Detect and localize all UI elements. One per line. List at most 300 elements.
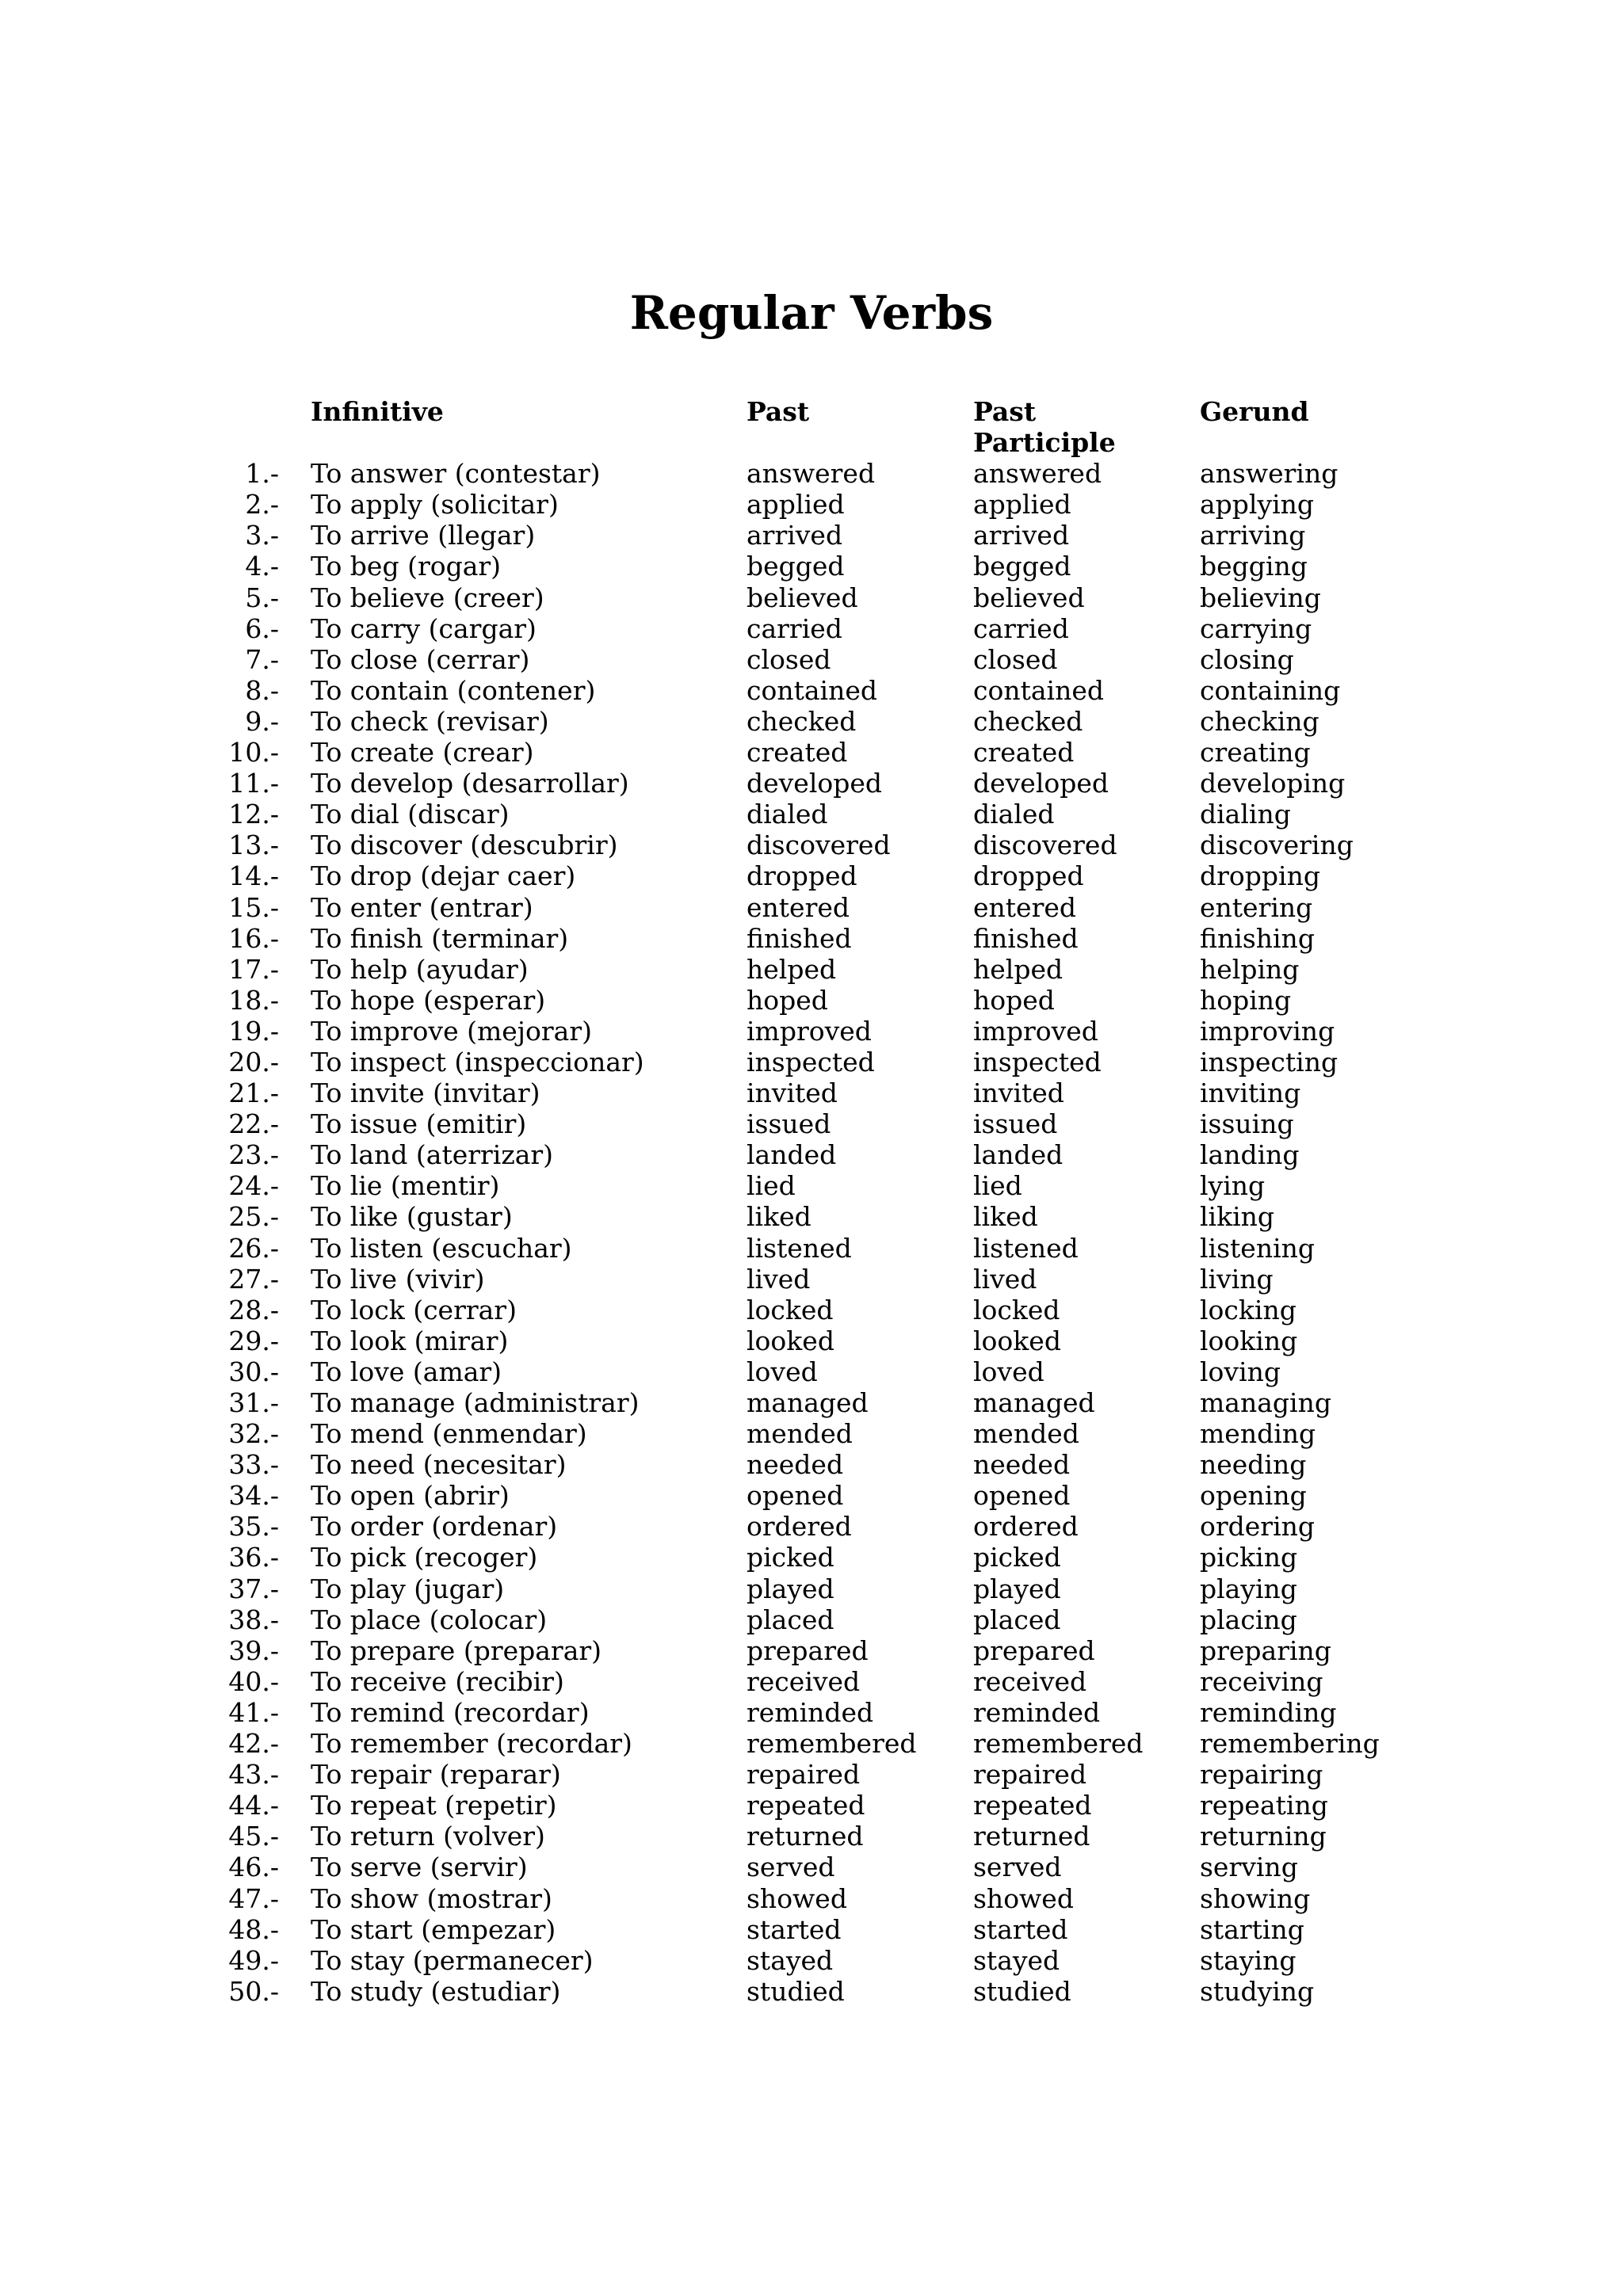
row-number: 25.- <box>228 1201 279 1233</box>
past-cell: repaired <box>747 1759 861 1791</box>
past-participle-cell: begged <box>973 551 1071 582</box>
past-cell: placed <box>747 1604 834 1635</box>
gerund-cell: ordering <box>1200 1511 1316 1543</box>
past-cell: begged <box>747 551 845 582</box>
past-cell: showed <box>747 1882 847 1914</box>
row-number: 11.- <box>228 768 279 799</box>
infinitive-cell: To close (cerrar) <box>311 643 530 675</box>
gerund-cell: living <box>1200 1263 1274 1295</box>
table-row <box>0 1542 1395 1573</box>
past-participle-cell: helped <box>973 953 1064 985</box>
gerund-cell: checking <box>1200 705 1319 737</box>
table-row <box>0 613 1395 644</box>
gerund-cell: returning <box>1200 1821 1327 1852</box>
table-row <box>0 1945 1395 1976</box>
table-row <box>0 644 1395 675</box>
infinitive-cell: To carry (cargar) <box>311 612 537 644</box>
table-row <box>0 1418 1395 1449</box>
gerund-cell: repairing <box>1200 1759 1323 1791</box>
past-participle-cell: dialed <box>973 799 1055 830</box>
past-participle-cell: repeated <box>973 1790 1092 1821</box>
infinitive-cell: To help (ayudar) <box>311 953 529 985</box>
past-cell: answered <box>747 458 876 490</box>
past-participle-cell: carried <box>973 612 1069 644</box>
table-row <box>0 1697 1395 1728</box>
table-row <box>0 1604 1395 1635</box>
past-participle-cell: landed <box>973 1139 1064 1171</box>
infinitive-cell: To lock (cerrar) <box>311 1294 517 1325</box>
past-participle-cell: opened <box>973 1480 1071 1512</box>
past-cell: started <box>747 1913 842 1945</box>
infinitive-cell: To pick (recoger) <box>311 1542 538 1573</box>
past-participle-cell: discovered <box>973 830 1117 861</box>
infinitive-cell: To believe (creer) <box>311 582 544 613</box>
header-past-participle-line1: Past <box>973 396 1037 427</box>
row-number: 30.- <box>228 1356 279 1387</box>
row-number: 27.- <box>228 1263 279 1295</box>
table-row <box>0 1635 1395 1666</box>
past-cell: checked <box>747 705 857 737</box>
table-row <box>0 985 1395 1016</box>
past-cell: mended <box>747 1418 853 1450</box>
table-row <box>0 830 1395 860</box>
row-number: 10.- <box>228 737 279 769</box>
verb-table <box>0 396 1395 2007</box>
past-cell: repeated <box>747 1790 865 1821</box>
past-participle-cell: entered <box>973 891 1077 923</box>
table-row <box>0 1914 1395 1945</box>
gerund-cell: begging <box>1200 551 1308 582</box>
infinitive-cell: To open (abrir) <box>311 1480 510 1512</box>
header-row <box>0 396 1395 458</box>
gerund-cell: issuing <box>1200 1108 1294 1140</box>
past-participle-cell: loved <box>973 1356 1044 1387</box>
row-number: 39.- <box>228 1634 279 1666</box>
table-row <box>0 1295 1395 1325</box>
row-number: 18.- <box>228 984 279 1016</box>
row-number: 12.- <box>228 799 279 830</box>
past-cell: created <box>747 737 848 769</box>
past-participle-cell: picked <box>973 1542 1061 1573</box>
table-row <box>0 1077 1395 1108</box>
table-row <box>0 1325 1395 1356</box>
row-number: 14.- <box>228 860 279 892</box>
table-row <box>0 1449 1395 1480</box>
row-number: 40.- <box>228 1665 279 1697</box>
gerund-cell: dialing <box>1200 799 1291 830</box>
table-row <box>0 1047 1395 1077</box>
table-row <box>0 860 1395 891</box>
past-cell: applied <box>747 489 845 521</box>
table-row <box>0 1976 1395 2007</box>
table-row <box>0 954 1395 985</box>
table-header <box>0 396 1395 458</box>
past-cell: looked <box>747 1325 834 1356</box>
table-row <box>0 1170 1395 1201</box>
table-row <box>0 520 1395 551</box>
infinitive-cell: To play (jugar) <box>311 1573 505 1604</box>
row-number: 13.- <box>228 830 279 861</box>
gerund-cell: locking <box>1200 1294 1296 1325</box>
infinitive-cell: To dial (discar) <box>311 799 510 830</box>
past-participle-cell: checked <box>973 705 1083 737</box>
past-participle-cell: repaired <box>973 1759 1087 1791</box>
infinitive-cell: To lie (mentir) <box>311 1170 500 1202</box>
gerund-cell: developing <box>1200 768 1346 799</box>
past-cell: developed <box>747 768 883 799</box>
gerund-cell: showing <box>1200 1882 1311 1914</box>
row-number: 15.- <box>228 891 279 923</box>
past-participle-cell: returned <box>973 1821 1090 1852</box>
infinitive-cell: To apply (solicitar) <box>311 489 559 521</box>
gerund-cell: finishing <box>1200 922 1315 954</box>
past-cell: remembered <box>747 1728 917 1760</box>
gerund-cell: entering <box>1200 891 1313 923</box>
past-participle-cell: invited <box>973 1077 1064 1109</box>
row-number: 41.- <box>228 1696 279 1728</box>
gerund-cell: inspecting <box>1200 1046 1338 1077</box>
row-number: 33.- <box>228 1449 279 1481</box>
infinitive-cell: To check (revisar) <box>311 705 549 737</box>
past-participle-cell: reminded <box>973 1696 1101 1728</box>
gerund-cell: opening <box>1200 1480 1307 1512</box>
gerund-cell: starting <box>1200 1913 1304 1945</box>
past-cell: entered <box>747 891 850 923</box>
past-cell: served <box>747 1852 835 1883</box>
gerund-cell: arriving <box>1200 520 1306 551</box>
past-participle-cell: served <box>973 1852 1062 1883</box>
infinitive-cell: To like (gustar) <box>311 1201 513 1233</box>
table-row <box>0 1883 1395 1914</box>
table-row <box>0 1264 1395 1295</box>
gerund-cell: preparing <box>1200 1634 1331 1666</box>
table-row <box>0 923 1395 954</box>
header-number <box>0 396 311 458</box>
row-number: 9.- <box>245 705 279 737</box>
row-number: 19.- <box>228 1015 279 1047</box>
row-number: 2.- <box>245 489 279 521</box>
gerund-cell: managing <box>1200 1387 1331 1418</box>
infinitive-cell: To manage (administrar) <box>311 1387 640 1418</box>
infinitive-cell: To remind (recordar) <box>311 1696 590 1728</box>
infinitive-cell: To inspect (inspeccionar) <box>311 1046 644 1077</box>
past-participle-cell: contained <box>973 674 1104 706</box>
row-number: 8.- <box>245 674 279 706</box>
gerund-cell: dropping <box>1200 860 1320 892</box>
gerund-cell: staying <box>1200 1944 1296 1976</box>
gerund-cell: answering <box>1200 458 1338 490</box>
gerund-cell: lying <box>1200 1170 1266 1202</box>
header-gerund: Gerund <box>1200 396 1309 427</box>
past-participle-cell: finished <box>973 922 1079 954</box>
past-participle-cell: prepared <box>973 1634 1095 1666</box>
infinitive-cell: To remember (recordar) <box>311 1728 632 1760</box>
gerund-cell: inviting <box>1200 1077 1301 1109</box>
past-cell: listened <box>747 1232 852 1264</box>
row-number: 44.- <box>228 1790 279 1821</box>
row-number: 50.- <box>228 1975 279 2007</box>
table-row <box>0 1387 1395 1418</box>
table-row <box>0 737 1395 768</box>
infinitive-cell: To prepare (preparar) <box>311 1634 602 1666</box>
infinitive-cell: To stay (permanecer) <box>311 1944 594 1976</box>
infinitive-cell: To arrive (llegar) <box>311 520 536 551</box>
infinitive-cell: To look (mirar) <box>311 1325 509 1356</box>
past-cell: carried <box>747 612 842 644</box>
row-number: 32.- <box>228 1418 279 1450</box>
past-participle-cell: issued <box>973 1108 1058 1140</box>
row-number: 23.- <box>228 1139 279 1171</box>
header-past: Past <box>747 396 810 427</box>
row-number: 29.- <box>228 1325 279 1356</box>
infinitive-cell: To receive (recibir) <box>311 1665 564 1697</box>
past-participle-cell: studied <box>973 1975 1071 2007</box>
past-participle-cell: listened <box>973 1232 1079 1264</box>
past-cell: inspected <box>747 1046 875 1077</box>
table-row <box>0 551 1395 582</box>
past-cell: received <box>747 1665 861 1697</box>
past-participle-cell: lied <box>973 1170 1022 1202</box>
gerund-cell: liking <box>1200 1201 1275 1233</box>
past-cell: needed <box>747 1449 844 1481</box>
row-number: 36.- <box>228 1542 279 1573</box>
header-infinitive: Infinitive <box>311 396 444 427</box>
infinitive-cell: To show (mostrar) <box>311 1882 552 1914</box>
table-row <box>0 1201 1395 1232</box>
past-participle-cell: played <box>973 1573 1061 1604</box>
row-number: 17.- <box>228 953 279 985</box>
row-number: 31.- <box>228 1387 279 1418</box>
row-number: 37.- <box>228 1573 279 1604</box>
row-number: 5.- <box>245 582 279 613</box>
row-number: 4.- <box>245 551 279 582</box>
row-number: 43.- <box>228 1759 279 1791</box>
past-participle-cell: developed <box>973 768 1109 799</box>
past-cell: picked <box>747 1542 834 1573</box>
gerund-cell: helping <box>1200 953 1300 985</box>
table-row <box>0 1016 1395 1047</box>
past-cell: lived <box>747 1263 811 1295</box>
table-row <box>0 1728 1395 1759</box>
past-cell: discovered <box>747 830 891 861</box>
past-participle-cell: received <box>973 1665 1087 1697</box>
table-row <box>0 675 1395 706</box>
table-row <box>0 1666 1395 1697</box>
row-number: 42.- <box>228 1728 279 1760</box>
past-participle-cell: improved <box>973 1015 1098 1047</box>
infinitive-cell: To order (ordenar) <box>311 1511 558 1543</box>
gerund-cell: listening <box>1200 1232 1316 1264</box>
table-row <box>0 1480 1395 1511</box>
past-cell: managed <box>747 1387 869 1418</box>
past-cell: returned <box>747 1821 864 1852</box>
infinitive-cell: To repeat (repetir) <box>311 1790 557 1821</box>
past-participle-cell: closed <box>973 643 1058 675</box>
table-row <box>0 489 1395 520</box>
past-participle-cell: hoped <box>973 984 1055 1016</box>
infinitive-cell: To serve (servir) <box>311 1852 528 1883</box>
past-participle-cell: applied <box>973 489 1071 521</box>
row-number: 16.- <box>228 922 279 954</box>
table-row <box>0 892 1395 923</box>
gerund-cell: studying <box>1200 1975 1315 2007</box>
header-past-participle-line2: Participle <box>973 427 1116 459</box>
row-number: 26.- <box>228 1232 279 1264</box>
table-row <box>0 706 1395 737</box>
gerund-cell: receiving <box>1200 1665 1323 1697</box>
past-participle-cell: looked <box>973 1325 1061 1356</box>
past-participle-cell: created <box>973 737 1075 769</box>
infinitive-cell: To return (volver) <box>311 1821 545 1852</box>
table-row <box>0 1356 1395 1387</box>
gerund-cell: hoping <box>1200 984 1292 1016</box>
infinitive-cell: To create (crear) <box>311 737 534 769</box>
infinitive-cell: To improve (mejorar) <box>311 1015 592 1047</box>
gerund-cell: believing <box>1200 582 1321 613</box>
gerund-cell: closing <box>1200 643 1294 675</box>
past-participle-cell: stayed <box>973 1944 1060 1976</box>
past-cell: played <box>747 1573 834 1604</box>
table-row <box>0 1759 1395 1790</box>
gerund-cell: repeating <box>1200 1790 1328 1821</box>
infinitive-cell: To develop (desarrollar) <box>311 768 629 799</box>
infinitive-cell: To love (amar) <box>311 1356 502 1387</box>
past-participle-cell: liked <box>973 1201 1038 1233</box>
past-cell: locked <box>747 1294 834 1325</box>
infinitive-cell: To answer (contestar) <box>311 458 601 490</box>
past-cell: prepared <box>747 1634 869 1666</box>
past-participle-cell: believed <box>973 582 1085 613</box>
gerund-cell: remembering <box>1200 1728 1380 1760</box>
infinitive-cell: To enter (entrar) <box>311 891 533 923</box>
infinitive-cell: To hope (esperar) <box>311 984 546 1016</box>
past-cell: issued <box>747 1108 831 1140</box>
gerund-cell: creating <box>1200 737 1311 769</box>
past-participle-cell: needed <box>973 1449 1071 1481</box>
past-participle-cell: answered <box>973 458 1102 490</box>
gerund-cell: looking <box>1200 1325 1298 1356</box>
gerund-cell: containing <box>1200 674 1341 706</box>
infinitive-cell: To beg (rogar) <box>311 551 502 582</box>
gerund-cell: needing <box>1200 1449 1307 1481</box>
infinitive-cell: To need (necesitar) <box>311 1449 567 1481</box>
gerund-cell: carrying <box>1200 612 1312 644</box>
past-cell: studied <box>747 1975 845 2007</box>
table-row <box>0 1790 1395 1821</box>
gerund-cell: improving <box>1200 1015 1335 1047</box>
past-cell: lied <box>747 1170 796 1202</box>
gerund-cell: placing <box>1200 1604 1297 1635</box>
past-cell: stayed <box>747 1944 834 1976</box>
table-row <box>0 1108 1395 1139</box>
row-number: 38.- <box>228 1604 279 1635</box>
table-row <box>0 458 1395 489</box>
row-number: 28.- <box>228 1294 279 1325</box>
past-cell: loved <box>747 1356 818 1387</box>
past-participle-cell: placed <box>973 1604 1061 1635</box>
past-participle-cell: managed <box>973 1387 1095 1418</box>
gerund-cell: playing <box>1200 1573 1297 1604</box>
past-participle-cell: dropped <box>973 860 1084 892</box>
past-cell: improved <box>747 1015 872 1047</box>
row-number: 47.- <box>228 1882 279 1914</box>
past-participle-cell: remembered <box>973 1728 1144 1760</box>
gerund-cell: serving <box>1200 1852 1298 1883</box>
row-number: 35.- <box>228 1511 279 1543</box>
infinitive-cell: To study (estudiar) <box>311 1975 561 2007</box>
past-cell: reminded <box>747 1696 874 1728</box>
gerund-cell: loving <box>1200 1356 1281 1387</box>
infinitive-cell: To drop (dejar caer) <box>311 860 576 892</box>
header-past-participle <box>973 396 1200 458</box>
past-cell: believed <box>747 582 858 613</box>
past-cell: contained <box>747 674 877 706</box>
infinitive-cell: To place (colocar) <box>311 1604 548 1635</box>
table-row <box>0 1511 1395 1542</box>
row-number: 6.- <box>245 612 279 644</box>
row-number: 3.- <box>245 520 279 551</box>
infinitive-cell: To live (vivir) <box>311 1263 485 1295</box>
table-row <box>0 1852 1395 1882</box>
gerund-cell: picking <box>1200 1542 1298 1573</box>
past-cell: landed <box>747 1139 837 1171</box>
table-row <box>0 582 1395 613</box>
infinitive-cell: To contain (contener) <box>311 674 596 706</box>
table-row <box>0 1139 1395 1170</box>
gerund-cell: landing <box>1200 1139 1300 1171</box>
row-number: 21.- <box>228 1077 279 1109</box>
infinitive-cell: To finish (terminar) <box>311 922 569 954</box>
past-cell: closed <box>747 643 831 675</box>
row-number: 45.- <box>228 1821 279 1852</box>
infinitive-cell: To issue (emitir) <box>311 1108 527 1140</box>
row-number: 22.- <box>228 1108 279 1140</box>
past-cell: ordered <box>747 1511 852 1543</box>
infinitive-cell: To repair (reparar) <box>311 1759 561 1791</box>
past-participle-cell: started <box>973 1913 1068 1945</box>
past-participle-cell: mended <box>973 1418 1079 1450</box>
infinitive-cell: To listen (escuchar) <box>311 1232 572 1264</box>
gerund-cell: mending <box>1200 1418 1316 1450</box>
row-number: 24.- <box>228 1170 279 1202</box>
row-number: 7.- <box>245 643 279 675</box>
table-row <box>0 799 1395 830</box>
infinitive-cell: To invite (invitar) <box>311 1077 540 1109</box>
infinitive-cell: To land (aterrizar) <box>311 1139 554 1171</box>
table-body <box>0 458 1395 2007</box>
table-row <box>0 1821 1395 1852</box>
row-number: 48.- <box>228 1913 279 1945</box>
past-participle-cell: locked <box>973 1294 1060 1325</box>
past-cell: finished <box>747 922 852 954</box>
past-cell: dropped <box>747 860 857 892</box>
row-number: 46.- <box>228 1852 279 1883</box>
past-cell: invited <box>747 1077 838 1109</box>
infinitive-cell: To start (empezar) <box>311 1913 556 1945</box>
table-row <box>0 768 1395 799</box>
gerund-cell: reminding <box>1200 1696 1337 1728</box>
table-row <box>0 1573 1395 1604</box>
row-number: 20.- <box>228 1046 279 1077</box>
past-participle-cell: ordered <box>973 1511 1079 1543</box>
past-participle-cell: arrived <box>973 520 1070 551</box>
page-title: Regular Verbs <box>629 286 994 340</box>
past-participle-cell: lived <box>973 1263 1037 1295</box>
gerund-cell: discovering <box>1200 830 1354 861</box>
row-number: 34.- <box>228 1480 279 1512</box>
past-cell: opened <box>747 1480 844 1512</box>
past-cell: liked <box>747 1201 812 1233</box>
